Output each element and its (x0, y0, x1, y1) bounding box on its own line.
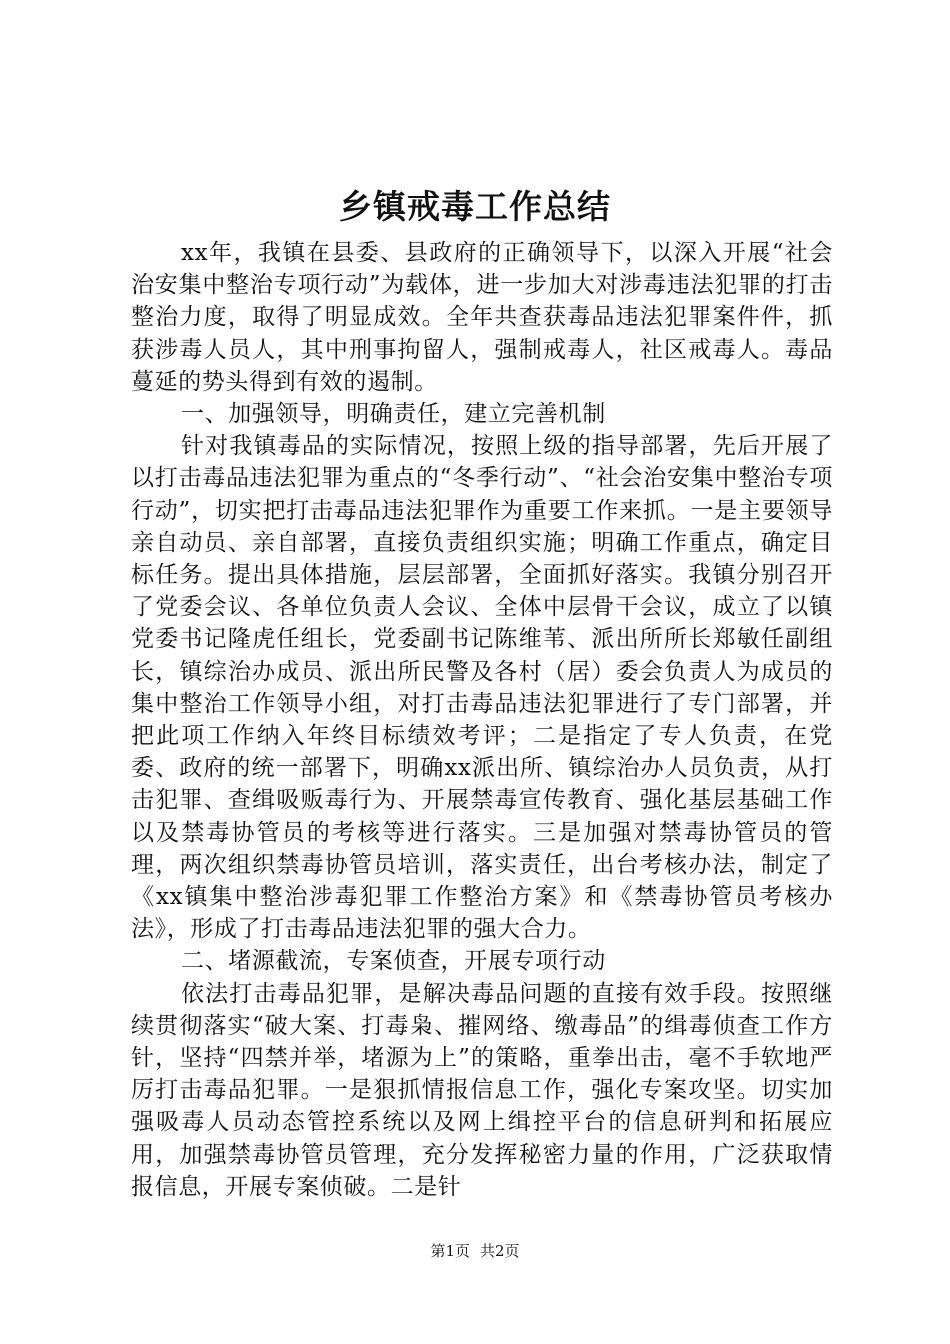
page-number: 第1页 (430, 1242, 470, 1260)
document-body (131, 237, 833, 1203)
document-title: 乡镇戒毒工作总结 (339, 187, 611, 226)
section-heading-2: 二、堵源截流，专案侦查，开展专项行动 (181, 948, 606, 975)
page-total: 共2页 (480, 1242, 520, 1260)
section-heading-1: 一、加强领导，明确责任，建立完善机制 (181, 401, 606, 428)
paragraph-section-1: 针对我镇毒品的实际情况，按照上级的指导部署，先后开展了以打击毒品违法犯罪为重点的“冬季行动”、“社会治安集中整治专项行动”，切实把打击毒品违法犯罪作为重要工作来抓。一是主要领导亲自动员、亲自部署，直接负责组织实施；明确工作重点，确定目标任务。提出具体措施，层层部署，全面抓好落实。我镇分别召开了党委会议、各单位负责人会议、全体中层骨干会议，成立了以镇党委书记隆虎任组长，党委副书记陈维苇、派出所所长郑敏任副组长，镇综治办成员、派出所民警及各村（居）委会负责人为成员的集中整治工作领导小组，对打击毒品违法犯罪进行了专门部署，并把此项工作纳入年终目标绩效考评；二是指定了专人负责，在党委、政府的统一部署下，明确xx派出所、镇综治办人员负责，从打击犯罪、查缉吸贩毒行为、开展禁毒宣传教育、强化基层基础工作以及禁毒协管员的考核等进行落实。三是加强对禁毒协管员的管理，两次组织禁毒协管员培训，落实责任，出台考核办法，制定了《xx镇集中整治涉毒犯罪工作整治方案》和《禁毒协管员考核办法》，形成了打击毒品违法犯罪的强大合力。 (131, 433, 833, 943)
paragraph-intro: xx年，我镇在县委、县政府的正确领导下，以深入开展“社会治安集中整治专项行动”为载体，进一步加大对涉毒违法犯罪的打击整治力度，取得了明显成效。全年共查获毒品违法犯罪案件件，抓获涉毒人员人，其中刑事拘留人，强制戒毒人，社区戒毒人。毒品蔓延的势头得到有效的遏制。 (131, 240, 833, 395)
page-footer (0, 1240, 950, 1262)
paragraph-section-2: 依法打击毒品犯罪，是解决毒品问题的直接有效手段。按照继续贯彻落实“破大案、打毒枭、摧网络、缴毒品”的缉毒侦查工作方针，坚持“四禁并举，堵源为上”的策略，重拳出击，毫不手软地严厉打击毒品犯罪。一是狠抓情报信息工作，强化专案攻坚。切实加强吸毒人员动态管控系统以及网上缉控平台的信息研判和拓展应用，加强禁毒协管员管理，充分发挥秘密力量的作用，广泛获取情报信息，开展专案侦破。二是针 (131, 980, 833, 1200)
